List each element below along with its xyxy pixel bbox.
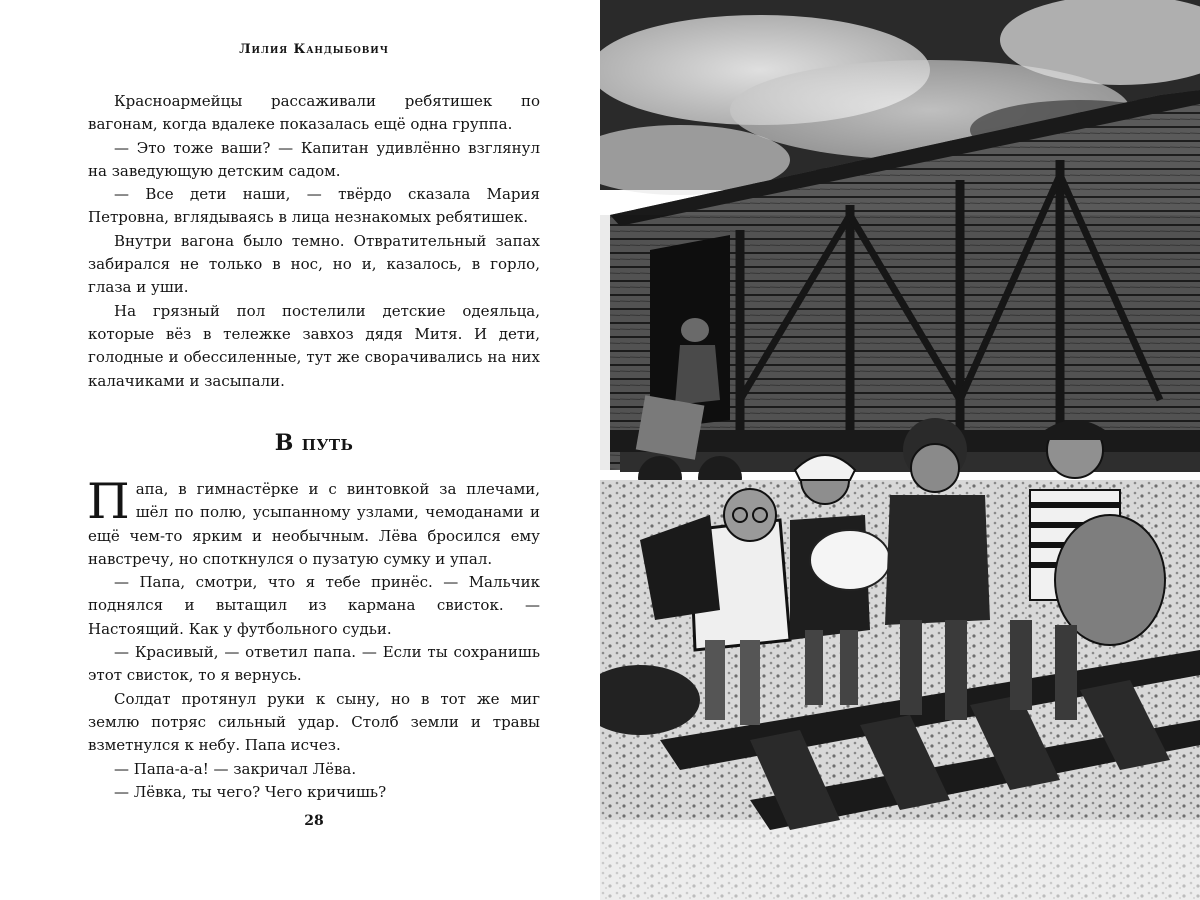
- paragraph: На грязный пол постелили детские одеяльца, которые вёз в тележке завхоз дядя Митя. И дети, голодные и обессиленные, тут же сворачивались на них калачиками и засыпали.: [88, 301, 540, 390]
- paragraph: — Все дети наши, — твёрдо сказала Мария Петровна, вглядываясь в лица незнакомых ребятишек.: [88, 185, 540, 227]
- paragraph: — Это тоже ваши? — Капитан удивлённо взглянул на заведующую детским садом.: [88, 138, 540, 180]
- paragraph: Солдат протянул руки к сыну, но в тот же миг землю потряс сильный удар. Столб земли и травы взметнулся к небу. Папа исчез.: [88, 689, 540, 755]
- drop-cap: П: [87, 473, 130, 530]
- paragraph: — Красивый, — ответил папа. — Если ты сохранишь этот свисток, то я вернусь.: [88, 643, 540, 685]
- text-block-before-chapter: [88, 90, 540, 393]
- illustration-children-train-icon: [600, 0, 1200, 900]
- page-number: 28: [304, 813, 324, 829]
- running-head-author: Лилия Кандыбович: [239, 42, 389, 57]
- paragraph: Внутри вагона было темно. Отвратительный запах забирался не только в нос, но и, казалось, в горло, глаза и уши.: [88, 231, 540, 297]
- paragraph: — Папа-а-а! — закричал Лёва.: [114, 759, 357, 778]
- text-block-chapter: [87, 473, 540, 804]
- chapter-first-paragraph-text: апа, в гимнастёрке и с винтовкой за плечами, шёл по полю, усыпанному узлами, чемоданами и ещё чем-то ярким и необычным. Лёва бросился ему навстречу, но споткнулся о пузатую сумку и упал.: [88, 480, 540, 568]
- paragraph: — Лёвка, ты чего? Чего кричишь?: [114, 782, 387, 801]
- chapter-title-rest: путь: [301, 430, 354, 456]
- paragraph: — Папа, смотри, что я тебе принёс. — Мальчик поднялся и вытащил из кармана свисток. — Настоящий. Как у футбольного судьи.: [88, 573, 540, 638]
- right-page: [600, 0, 1200, 900]
- chapter-first-paragraph: [87, 473, 540, 571]
- paragraph: Красноармейцы рассаживали ребятишек по вагонам, когда вдалеке показалась ещё одна группа.: [88, 92, 540, 134]
- chapter-title-first-word: В: [274, 430, 294, 456]
- chapter-title: [88, 430, 540, 456]
